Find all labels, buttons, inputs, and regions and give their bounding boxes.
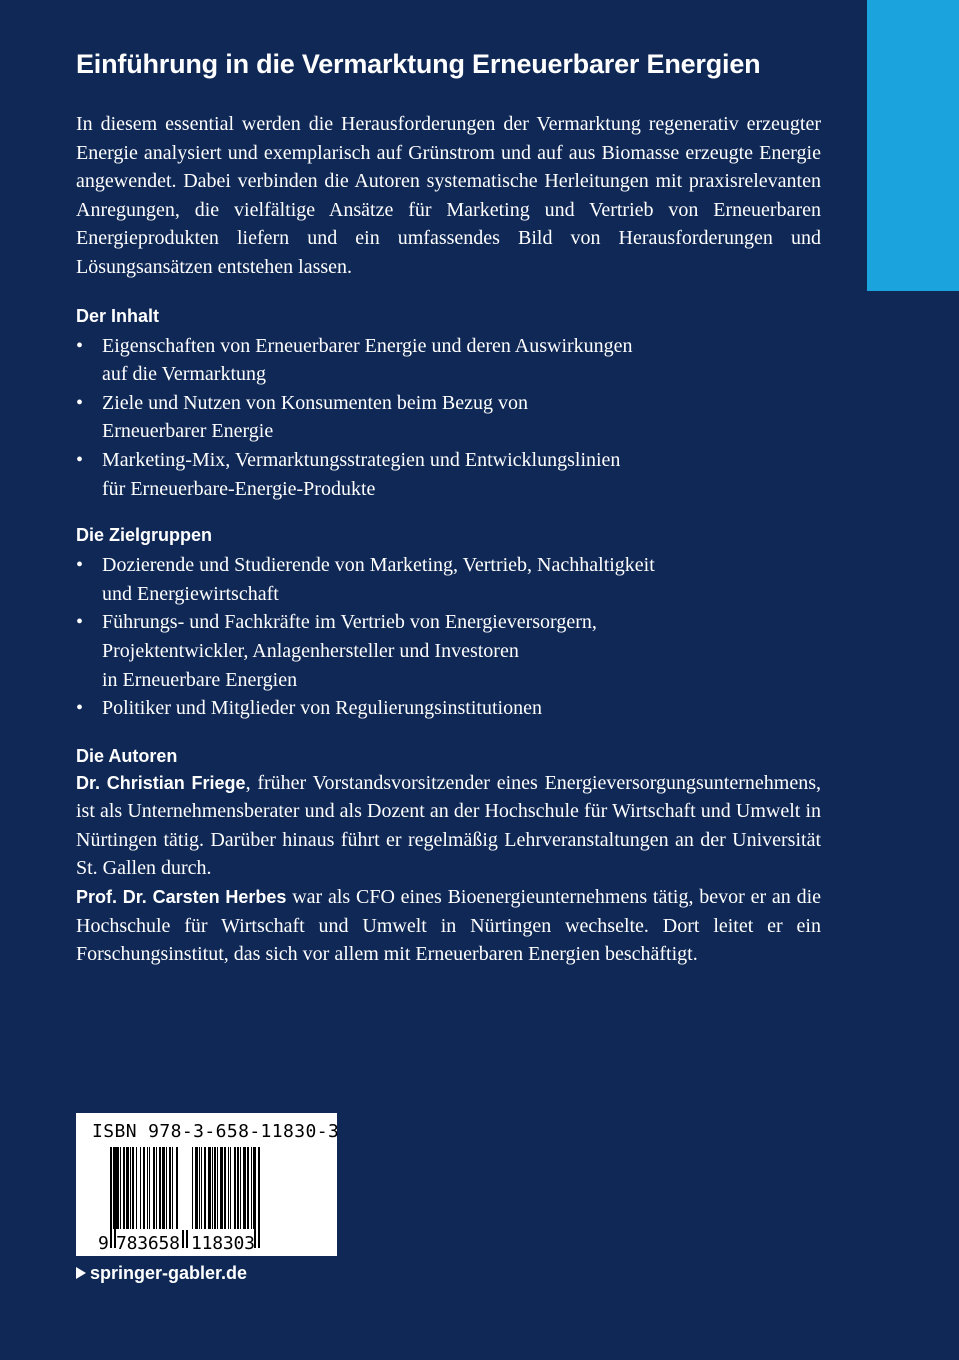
barcode-bar [169,1147,171,1229]
bullet-icon: • [76,448,84,471]
barcode-bar [162,1147,165,1229]
barcode-bar [201,1147,202,1229]
barcode-bar [130,1147,131,1229]
list-item: • Führungs- und Fachkräfte im Vertrieb von Energieversorgern, Projektentwickler, Anlagenhersteller und Investoren in Erneuerbare Energien [76,608,821,694]
barcode-bar [153,1147,155,1229]
barcode-bar [149,1147,150,1229]
barcode-bar [166,1147,167,1229]
barcode-bar [220,1147,223,1229]
list-item: • Eigenschaften von Erneuerbarer Energie und deren Auswirkungen auf die Vermarktung [76,332,821,389]
barcode-middle-guard-left [182,1230,184,1248]
back-cover-content [76,44,821,969]
isbn-barcode-box [76,1113,340,1256]
barcode-guard-bar [258,1147,260,1248]
barcode-bar [240,1147,241,1229]
barcode-bar [156,1147,157,1229]
bullet-icon: • [76,554,84,577]
barcode-bar [113,1147,114,1229]
barcode-bar [243,1147,246,1229]
author-name: Prof. Dr. Carsten Herbes [76,887,287,908]
author-bio-friege [76,769,821,883]
list-item: • Ziele und Nutzen von Konsumenten beim Bezug von Erneuerbarer Energie [76,389,821,446]
list-item: • Dozierende und Studierende von Marketing, Vertrieb, Nachhaltigkeit und Energiewirtschaft [76,551,821,608]
contents-list [76,332,821,504]
author-bio-text: , früher Vorstandsvorsitzender eines Energieversorgungsunternehmens, ist als Unternehmensberater und als Dozent an der Hochschule für Wirtschaft und Umwelt in Nürtingen tätig. Darüber hinaus führt er regelmäßig Lehrveranstaltungen an der Universität St. Gallen durch. [76,771,821,880]
barcode-bar [199,1147,200,1229]
barcode-bar [126,1147,129,1229]
barcode-bar [212,1147,213,1229]
barcode-bar [143,1147,145,1229]
barcode-bar [251,1147,252,1229]
barcode-bar [120,1147,121,1229]
accent-color-bar [867,0,959,291]
barcode [76,1113,340,1256]
authors-heading: Die Autoren [76,745,178,766]
barcode-middle-guard-right [186,1230,188,1248]
barcode-bar [176,1147,178,1229]
list-item: • Marketing-Mix, Vermarktungsstrategien und Entwicklungslinien für Erneuerbare-Energie-Produkte [76,446,821,503]
target-groups-heading: Die Zielgruppen [76,525,213,546]
barcode-bar [172,1147,173,1229]
barcode-bar [159,1147,161,1229]
barcode-bar [136,1147,137,1229]
barcode-bar [230,1147,231,1229]
barcode-bar [237,1147,239,1229]
bullet-icon: • [76,697,84,720]
barcode-lead-digit: 9 [98,1233,109,1254]
book-title: Einführung in die Vermarktung Erneuerbarer Energien [76,49,761,79]
isbn-label: ISBN 978-3-658-11830-3 [92,1121,340,1142]
list-item: • Politiker und Mitglieder von Regulierungsinstitutionen [76,694,821,723]
barcode-bar [234,1147,236,1229]
play-arrow-icon [76,1267,86,1279]
contents-heading: Der Inhalt [76,305,160,326]
barcode-bar [195,1147,198,1229]
intro-paragraph: In diesem essential werden die Herausforderungen der Vermarktung regenerativ erzeugter Energie analysiert und exemplarisch auf Grünstrom und auf aus Biomasse erzeugte Energie angewendet. Dabei verbinden die Autoren systematische Herleitungen mit praxisrelevanten Anregungen, die vielfältige Ansätze für Marketing und Vertrieb von Erneuerbaren Energieprodukten liefern und ein umfassendes Bild von Herausforderungen und Lösungsansätzen entstehen lassen. [76,113,821,278]
publisher-link[interactable] [76,1261,247,1285]
author-bio-herbes [76,883,821,969]
barcode-bar [228,1147,229,1229]
barcode-bar [217,1147,218,1229]
barcode-bar [192,1147,193,1229]
barcode-bar [224,1147,226,1229]
barcode-bar [214,1147,216,1229]
publisher-url: springer-gabler.de [90,1263,248,1283]
bullet-icon: • [76,611,84,634]
barcode-bar [116,1147,119,1229]
barcode-bar [208,1147,211,1229]
target-groups-list [76,551,821,723]
barcode-bar [147,1147,148,1229]
barcode-digits-left: 783658 [116,1233,180,1254]
barcode-bar [140,1147,141,1229]
barcode-digits-right: 118303 [191,1233,255,1254]
barcode-bar [132,1147,134,1229]
bullet-icon: • [76,391,84,414]
author-bio-text: war als CFO eines Bioenergieunternehmens tätig, bevor er an die Hochschule für Wirtschaft und Umwelt in Nürtingen wechselte. Dort leitet er ein Forschungsinstitut, das sich vor allem mit Erneuerbaren Energien beschäftigt. [76,886,821,966]
author-name: Dr. Christian Friege [76,772,246,793]
bullet-icon: • [76,334,84,357]
barcode-guard-bar [110,1147,112,1248]
barcode-bar [123,1147,125,1229]
barcode-bar [204,1147,206,1229]
barcode-bar [247,1147,249,1229]
